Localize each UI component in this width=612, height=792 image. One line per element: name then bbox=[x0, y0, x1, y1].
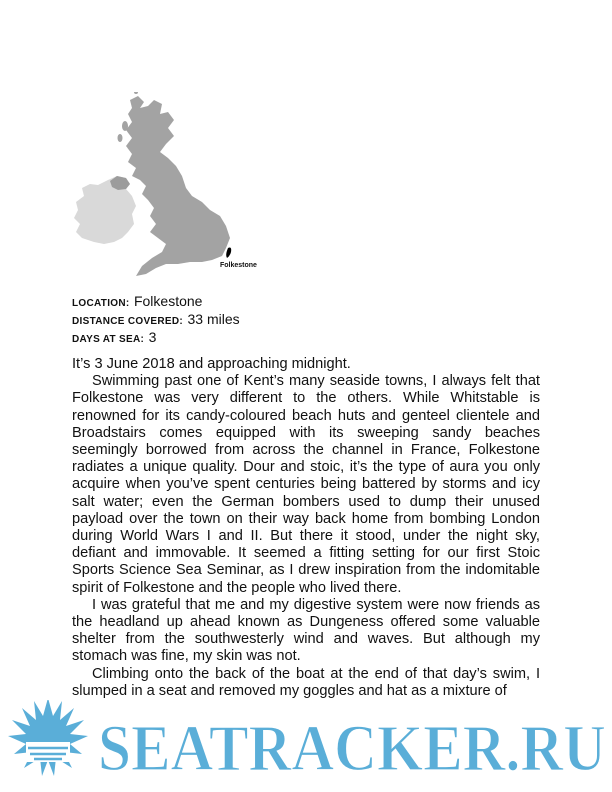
stats-block bbox=[72, 292, 532, 346]
watermark bbox=[0, 700, 612, 780]
island-shape bbox=[118, 134, 123, 142]
distance-value: 33 miles bbox=[187, 311, 240, 327]
days-label: DAYS AT SEA: bbox=[72, 334, 145, 345]
days-value: 3 bbox=[148, 329, 157, 345]
location-label: LOCATION: bbox=[72, 298, 130, 309]
paragraph: It’s 3 June 2018 and approaching midnight. bbox=[72, 356, 351, 372]
body-text bbox=[72, 356, 540, 700]
great-britain-shape bbox=[126, 96, 230, 276]
marker-label: Folkestone bbox=[220, 262, 257, 269]
paragraph: Climbing onto the back of the boat at the end of that day’s swim, I slumped in a seat and removed my goggles and hat as a mixture of bbox=[72, 665, 540, 699]
stat-distance bbox=[72, 310, 532, 328]
stat-days bbox=[72, 328, 532, 346]
stat-location bbox=[72, 292, 532, 310]
location-marker-icon bbox=[226, 248, 231, 259]
uk-map bbox=[70, 92, 270, 280]
island-shape bbox=[122, 121, 128, 131]
distance-label: DISTANCE COVERED: bbox=[72, 316, 184, 327]
sun-logo-icon bbox=[8, 700, 88, 776]
paragraph: I was grateful that me and my digestive system were now friends as the headland up ahead known as Dungeness offered some valuable shelter from the southwesterly wind and waves. But although my stomach was fine, my skin was not. bbox=[72, 596, 540, 665]
location-value: Folkestone bbox=[133, 293, 203, 309]
watermark-text: SEATRACKER.RU bbox=[98, 712, 606, 780]
island-shape bbox=[134, 92, 138, 94]
paragraph: Swimming past one of Kent’s many seaside towns, I always felt that Folkestone was very different to the others. While Whitstable is renowned for its candy-coloured beach huts and genteel clientele and Broadstairs comes equipped with its sweeping sandy beaches seemingly borrowed from across the channel in France, Folkestone radiates a unique quality. Dour and stoic, it’s the type of aura you only acquire when you’ve spent centuries being battered by storms and icy salt water; even the German bombers used to dump their unused payload over the town on their way back home from bombing London during World Wars I and II. But there it stood, under the night sky, defiant and immovable. It seemed a fitting setting for our first Stoic Sports Science Sea Seminar, as I drew inspiration from the indomitable spirit of Folkestone and the people who lived there. bbox=[72, 373, 540, 596]
